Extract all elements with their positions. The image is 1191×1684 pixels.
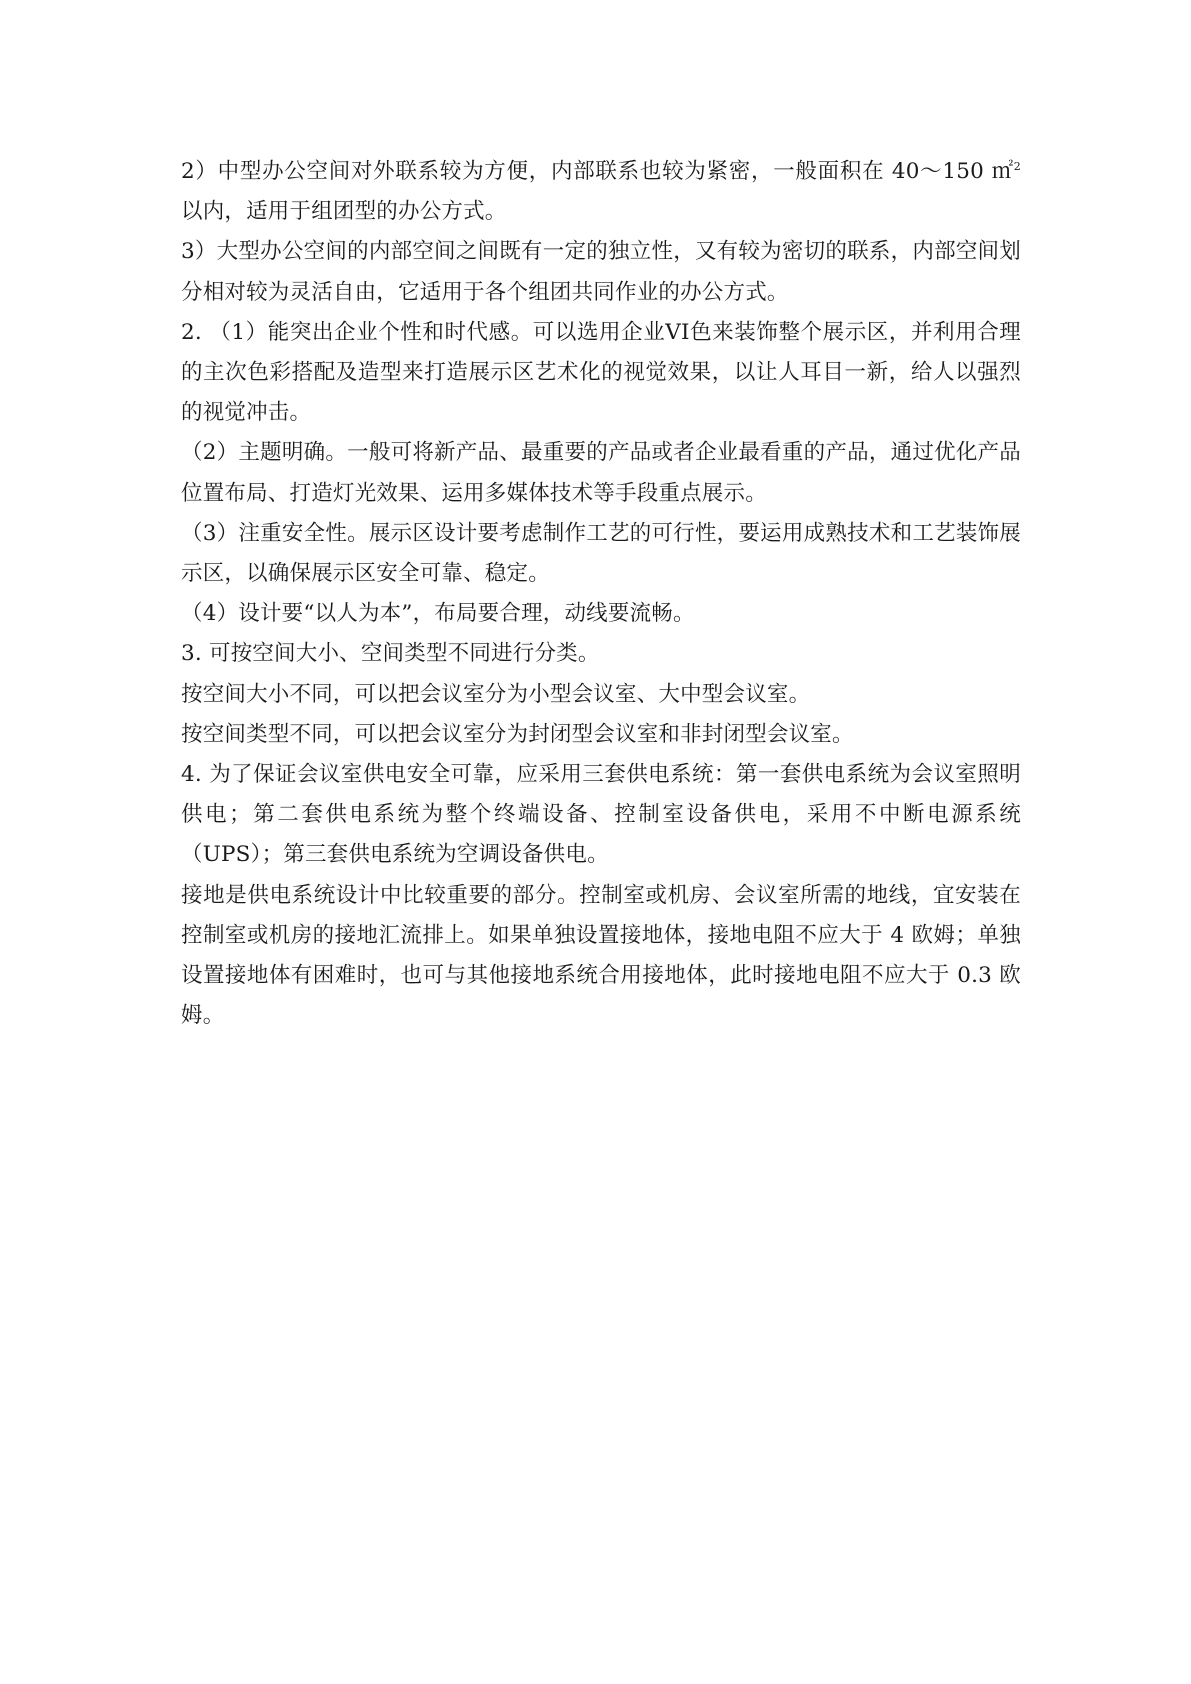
paragraph-clear-theme: （2）主题明确。一般可将新产品、最重要的产品或者企业最看重的产品，通过优化产品位置布局、打造灯光效果、运用多媒体技术等手段重点展示。 xyxy=(181,440,1021,506)
paragraph-medium-office-text-before: 2）中型办公空间对外联系较为方便，内部联系也较为紧密，一般面积在 40～150 ㎡ xyxy=(181,159,1014,184)
paragraph-classification: 3. 可按空间大小、空间类型不同进行分类。 xyxy=(181,641,600,667)
document-body xyxy=(181,152,1021,1036)
paragraph-by-size: 按空间大小不同，可以把会议室分为小型会议室、大中型会议室。 xyxy=(181,681,811,707)
superscript-2: 2 xyxy=(1013,159,1021,173)
paragraph-power-supply: 4. 为了保证会议室供电安全可靠，应采用三套供电系统：第一套供电系统为会议室照明供电；第二套供电系统为整个终端设备、控制室设备供电，采用不中断电源系统（UPS）；第三套供电系统为空调设备供电。 xyxy=(181,762,1021,868)
paragraph-safety: （3）注重安全性。展示区设计要考虑制作工艺的可行性，要运用成熟技术和工艺装饰展示区，以确保展示区安全可靠、稳定。 xyxy=(181,520,1021,587)
paragraph-enterprise-personality: 2. （1）能突出企业个性和时代感。可以选用企业VI色来装饰整个展示区，并利用合理的主次色彩搭配及造型来打造展示区艺术化的视觉效果，以让人耳目一新，给人以强烈的视觉冲击。 xyxy=(181,319,1021,426)
paragraph-medium-office-text-after: 以内，适用于组团型的办公方式。 xyxy=(181,199,507,225)
paragraph-by-type: 按空间类型不同，可以把会议室分为封闭型会议室和非封闭型会议室。 xyxy=(181,721,854,747)
paragraph-large-office: 3）大型办公空间的内部空间之间既有一定的独立性，又有较为密切的联系，内部空间划分相对较为灵活自由，它适用于各个组团共同作业的办公方式。 xyxy=(181,239,1021,305)
paragraph-grounding: 接地是供电系统设计中比较重要的部分。控制室或机房、会议室所需的地线，宜安装在控制室或机房的接地汇流排上。如果单独设置接地体，接地电阻不应大于 4 欧姆；单独设置接地体有困难时，也可与其他接地系统合用接地体，此时接地电阻不应大于 0.3 欧姆。 xyxy=(181,882,1021,1029)
paragraph-people-oriented: （4）设计要“以人为本”，布局要合理，动线要流畅。 xyxy=(181,601,695,627)
paragraph-medium-office xyxy=(181,152,1021,232)
